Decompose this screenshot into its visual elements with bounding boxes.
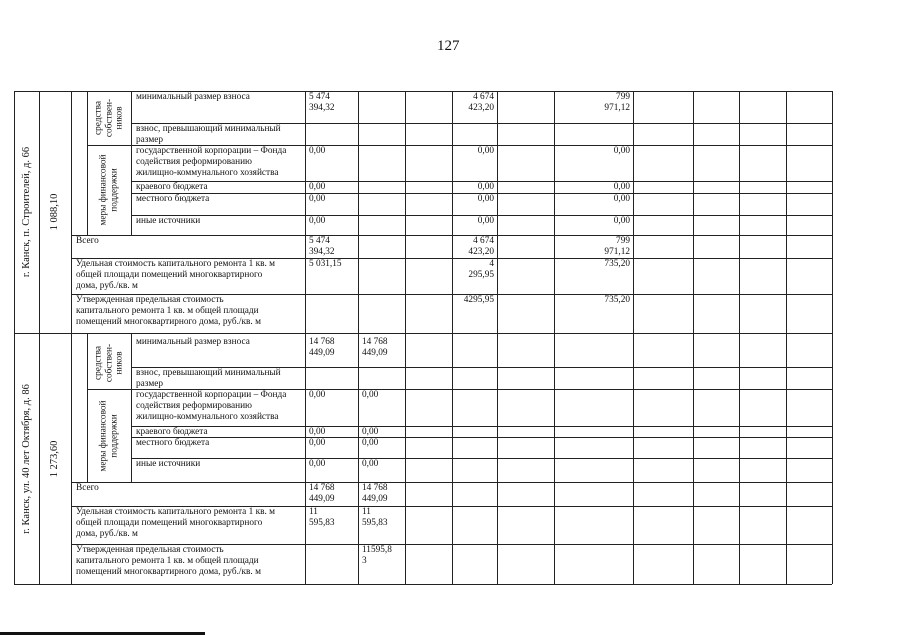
table-border-vertical bbox=[39, 91, 40, 584]
value-v2-min-contribution: 14 768 449,09 bbox=[362, 337, 388, 358]
value-col-line bbox=[497, 91, 498, 333]
value-v4-local: 0,00 bbox=[613, 194, 630, 204]
row-label-total: Всего bbox=[76, 236, 99, 246]
block-separator bbox=[14, 333, 832, 334]
value-v1-total: 14 768 449,09 bbox=[309, 483, 335, 504]
value-v3-unit-cost: 4 295,95 bbox=[468, 259, 494, 280]
row-label-local: местного бюджета bbox=[136, 194, 210, 204]
group-separator bbox=[87, 145, 131, 146]
row-label-local: местного бюджета bbox=[136, 438, 210, 448]
row-label-min-contribution: минимальный размер взноса bbox=[136, 92, 250, 102]
row-label-regional: краевого бюджета bbox=[136, 182, 208, 192]
building-address: г. Канск, ул. 40 лет Октября, д. 86 bbox=[20, 383, 32, 534]
value-v2-unit-cost: 11 595,83 bbox=[362, 507, 388, 528]
owners-funds-label: средства собствен- ников bbox=[93, 343, 125, 382]
value-v1-regional: 0,00 bbox=[309, 182, 326, 192]
row-label-unit-cost: Удельная стоимость капитального ремонта 1 кв. м общей площади помещений многоквартирного дома, руб./кв. м bbox=[76, 259, 276, 291]
extra-col-line bbox=[739, 91, 740, 333]
row-label-unit-cost: Удельная стоимость капитального ремонта 1 кв. м общей площади помещений многоквартирного дома, руб./кв. м bbox=[76, 507, 276, 539]
group-col-line bbox=[131, 333, 132, 482]
value-v1-fund: 0,00 bbox=[309, 146, 326, 156]
value-v4-regional: 0,00 bbox=[613, 182, 630, 192]
value-v1-total: 5 474 394,32 bbox=[309, 236, 335, 257]
owners-funds-label: средства собствен- ников bbox=[93, 98, 125, 138]
row-label-regional: краевого бюджета bbox=[136, 427, 208, 436]
building-address: г. Канск, п. Строителей, д. 66 bbox=[20, 146, 32, 278]
group-col-line bbox=[87, 91, 88, 235]
value-v3-fund: 0,00 bbox=[477, 146, 494, 156]
value-v3-regional: 0,00 bbox=[477, 182, 494, 192]
value-v1-min-contribution: 5 474 394,32 bbox=[309, 92, 335, 113]
value-v1-fund: 0,00 bbox=[309, 390, 326, 400]
row-label-min-contribution: минимальный размер взноса bbox=[136, 337, 250, 347]
value-v1-min-contribution: 14 768 449,09 bbox=[309, 337, 335, 358]
value-col-line bbox=[358, 91, 359, 333]
row-label-max-cost: Утвержденная предельная стоимость капитального ремонта 1 кв. м общей площади помещений многоквартирного дома, руб./кв. м bbox=[76, 295, 261, 327]
value-v2-local: 0,00 bbox=[362, 438, 379, 448]
value-v1-local: 0,00 bbox=[309, 194, 326, 204]
row-label-fund: государственной корпорации – Фонда содействия реформированию жилищно-коммунального хозяйства bbox=[136, 146, 287, 178]
row-label-max-cost: Утвержденная предельная стоимость капитального ремонта 1 кв. м общей площади помещений многоквартирного дома, руб./кв. м bbox=[76, 545, 261, 577]
table-border-vertical bbox=[832, 91, 833, 584]
support-measures-label: меры финансовой поддержки bbox=[98, 154, 119, 226]
value-v4-other: 0,00 bbox=[613, 216, 630, 226]
value-v4-min-contribution: 799 971,12 bbox=[604, 92, 630, 113]
value-v1-other: 0,00 bbox=[309, 216, 326, 226]
row-label-fund: государственной корпорации – Фонда содействия реформированию жилищно-коммунального хозяйства bbox=[136, 390, 287, 422]
value-col-line bbox=[305, 91, 306, 333]
value-v4-max-cost: 735,20 bbox=[604, 295, 630, 305]
group-separator bbox=[87, 389, 131, 390]
support-measures-label: меры финансовой поддержки bbox=[98, 399, 119, 472]
row-label-total: Всего bbox=[76, 483, 99, 493]
group-col-line bbox=[87, 333, 88, 482]
value-v1-unit-cost: 11 595,83 bbox=[309, 507, 335, 528]
value-v4-fund: 0,00 bbox=[613, 146, 630, 156]
row-label-other: иные источники bbox=[136, 216, 201, 226]
value-v2-max-cost: 11595,8 3 bbox=[362, 545, 392, 566]
row-label-over-min: взнос, превышающий минимальный размер bbox=[136, 368, 281, 388]
value-v4-unit-cost: 735,20 bbox=[604, 259, 630, 269]
table-border-bottom bbox=[14, 584, 832, 585]
value-v2-regional: 0,00 bbox=[362, 427, 379, 436]
value-v4-total: 799 971,12 bbox=[604, 236, 630, 257]
value-col-line bbox=[633, 91, 634, 333]
value-v2-fund: 0,00 bbox=[362, 390, 379, 400]
row-label-other: иные источники bbox=[136, 459, 201, 469]
value-v3-min-contribution: 4 674 423,20 bbox=[468, 92, 494, 113]
value-v3-local: 0,00 bbox=[477, 194, 494, 204]
row-label-over-min: взнос, превышающий минимальный размер bbox=[136, 124, 281, 144]
value-v3-max-cost: 4295,95 bbox=[463, 295, 494, 305]
page-number: 127 bbox=[437, 38, 460, 54]
extra-col-line bbox=[786, 91, 787, 333]
value-v1-unit-cost: 5 031,15 bbox=[309, 259, 342, 269]
table-border-vertical bbox=[71, 91, 72, 584]
value-v1-local: 0,00 bbox=[309, 438, 326, 448]
table-border-vertical bbox=[14, 91, 15, 584]
value-v2-total: 14 768 449,09 bbox=[362, 483, 388, 504]
value-v3-total: 4 674 423,20 bbox=[468, 236, 494, 257]
building-area: 1 273,60 bbox=[48, 440, 60, 477]
building-area: 1 088,10 bbox=[48, 193, 60, 231]
value-col-line bbox=[405, 91, 406, 333]
extra-col-line bbox=[693, 91, 694, 333]
value-v3-other: 0,00 bbox=[477, 216, 494, 226]
value-v1-other: 0,00 bbox=[309, 459, 326, 469]
group-col-line bbox=[131, 91, 132, 235]
value-v1-regional: 0,00 bbox=[309, 427, 326, 436]
value-v2-other: 0,00 bbox=[362, 459, 379, 469]
